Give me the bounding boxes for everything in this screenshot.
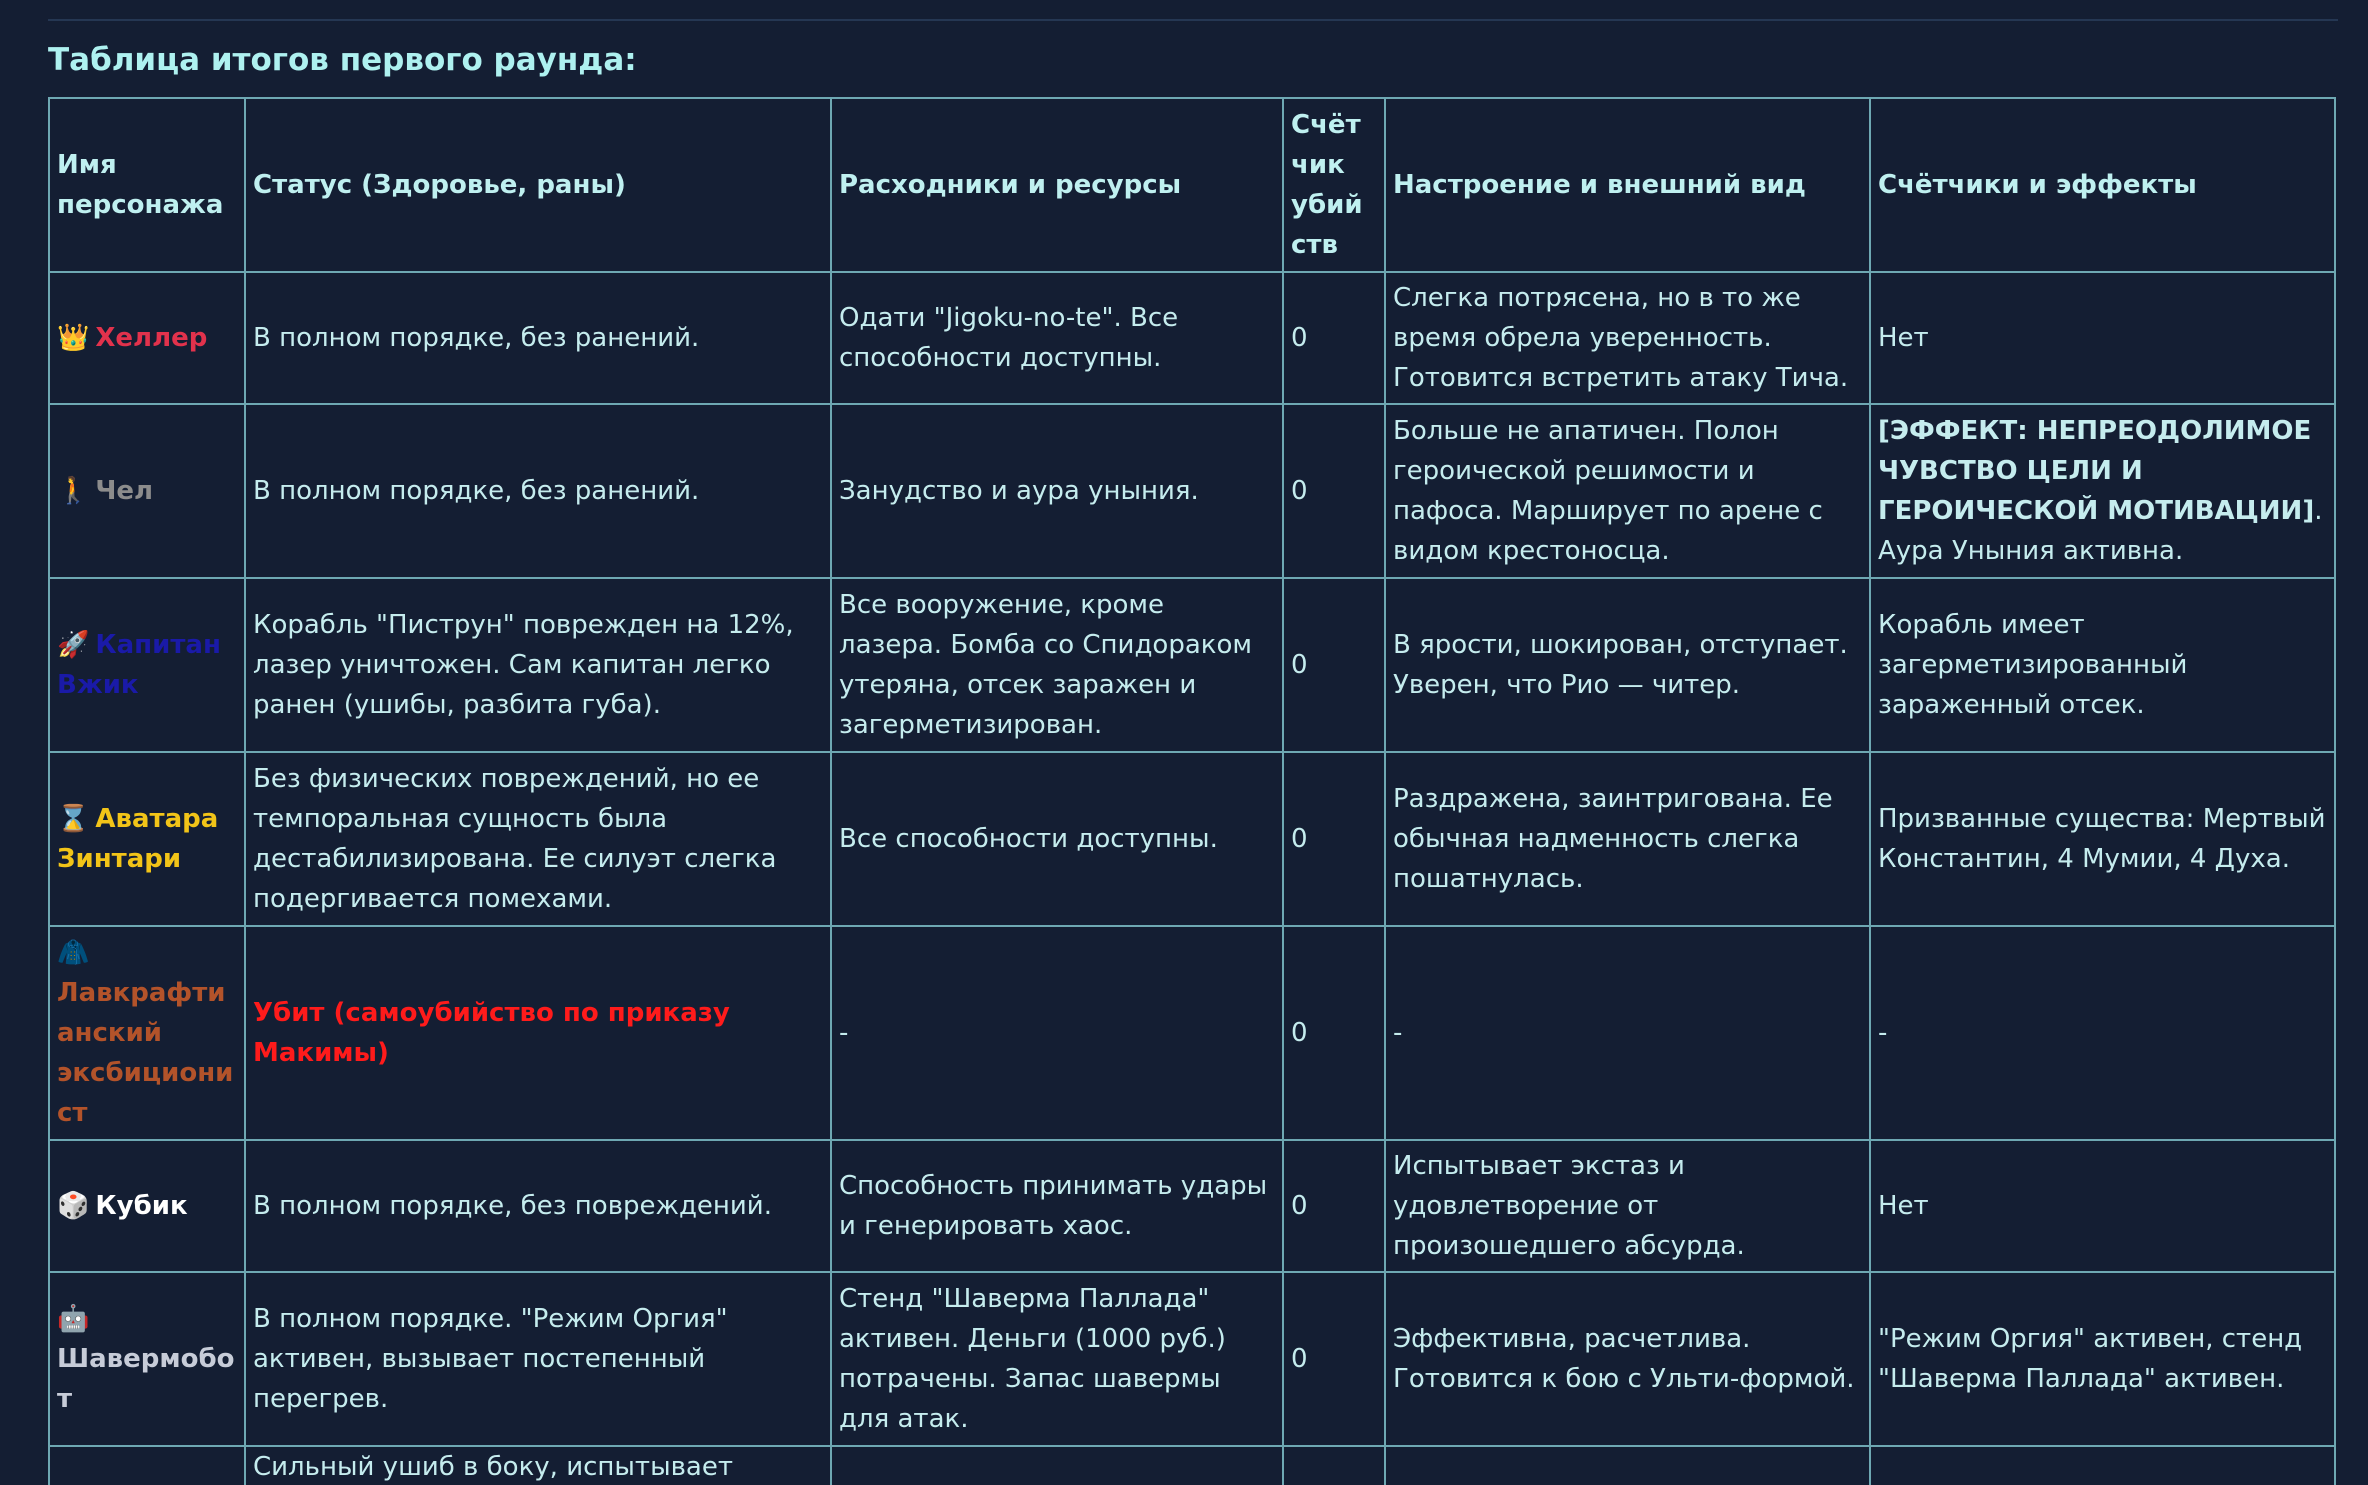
cell-resources: Все способности доступны. <box>831 752 1283 926</box>
table-row <box>49 1272 2335 1446</box>
cell-effects <box>1870 926 2335 1140</box>
cell-mood: В ярости, шокирован, отступает. Уверен, что Рио — читер. <box>1385 578 1870 752</box>
table-heading: Таблица итогов первого раунда: <box>48 42 637 78</box>
effect-text: Нет <box>1878 323 1929 353</box>
column-header-effects: Счётчики и эффекты <box>1870 98 2335 272</box>
effect-text: . Аура Уныния активна. <box>1878 496 2323 566</box>
rocket-icon: 🚀 <box>57 630 90 660</box>
top-divider <box>48 19 2338 21</box>
table-row <box>49 578 2335 752</box>
cell-status: В полном порядке, без ранений. <box>245 404 831 578</box>
cell-effects <box>1870 1446 2335 1485</box>
cell-status: В полном порядке. "Режим Оргия" активен, вызывает постепенный перегрев. <box>245 1272 831 1446</box>
cell-kills: 0 <box>1283 404 1385 578</box>
cell-character-name <box>49 1272 245 1446</box>
character-name-text: Хеллер <box>95 323 208 353</box>
character-name-text: Кубик <box>95 1191 188 1221</box>
column-header-name: Имя персонажа <box>49 98 245 272</box>
character-name-text: Капитан Вжик <box>57 630 221 700</box>
character-name-text: Лавкрафтианский эксбиционист <box>57 978 234 1128</box>
character-name-text: Чел <box>95 476 154 506</box>
column-header-resources: Расходники и ресурсы <box>831 98 1283 272</box>
cell-resources: Занудство и аура уныния. <box>831 404 1283 578</box>
effect-text: Призванные существа: Мертвый Константин, 4 Мумии, 4 Духа. <box>1878 804 2326 874</box>
cell-resources: Способность принимать удары и генерировать хаос. <box>831 1140 1283 1272</box>
cell-kills: 0 <box>1283 926 1385 1140</box>
dead-status-text: Убит (самоубийство по приказу Макимы) <box>253 998 730 1068</box>
cell-status: Сильный ушиб в боку, испытывает <box>245 1446 831 1485</box>
cell-status: Без физических повреждений, но ее темпоральная сущность была дестабилизирована. Ее силуэт слегка подергивается помехами. <box>245 752 831 926</box>
cell-character-name <box>49 272 245 404</box>
character-name-text: Шавермобот <box>57 1344 235 1414</box>
dice-icon: 🎲 <box>57 1191 90 1221</box>
effect-strong-text: [ЭФФЕКТ: НЕПРЕОДОЛИМОЕ ЧУВСТВО ЦЕЛИ И ГЕРОИЧЕСКОЙ МОТИВАЦИИ] <box>1878 416 2315 526</box>
column-header-mood: Настроение и внешний вид <box>1385 98 1870 272</box>
cell-effects <box>1870 578 2335 752</box>
character-name <box>57 630 221 700</box>
cell-resources: Одати "Jigoku-no-te". Все способности доступны. <box>831 272 1283 404</box>
character-name <box>57 1304 235 1414</box>
walking-person-icon: 🚶 <box>57 476 90 506</box>
cell-kills: 0 <box>1283 752 1385 926</box>
cell-status: В полном порядке, без повреждений. <box>245 1140 831 1272</box>
cell-effects <box>1870 272 2335 404</box>
character-name <box>57 1191 188 1221</box>
cell-resources: Стенд "Шаверма Паллада" активен. Деньги (1000 руб.) потрачены. Запас шавермы для атак. <box>831 1272 1283 1446</box>
cell-character-name <box>49 404 245 578</box>
effect-text: "Режим Оргия" активен, стенд "Шаверма Паллада" активен. <box>1878 1324 2303 1394</box>
cell-character-name <box>49 926 245 1140</box>
hourglass-icon: ⌛ <box>57 804 90 834</box>
cell-status: В полном порядке, без ранений. <box>245 272 831 404</box>
cell-effects <box>1870 752 2335 926</box>
cell-kills: 0 <box>1283 272 1385 404</box>
table-row <box>49 926 2335 1140</box>
cell-mood: Больше не апатичен. Полон героической решимости и пафоса. Марширует по арене с видом крестоносца. <box>1385 404 1870 578</box>
cell-kills <box>1283 1446 1385 1485</box>
cell-resources: - <box>831 926 1283 1140</box>
effect-text: Нет <box>1878 1191 1929 1221</box>
table-row <box>49 1140 2335 1272</box>
cell-mood: Испытывает экстаз и удовлетворение от произошедшего абсурда. <box>1385 1140 1870 1272</box>
robot-icon: 🤖 <box>57 1304 90 1334</box>
results-table <box>48 97 2336 1485</box>
cell-character-name <box>49 1446 245 1485</box>
cell-mood: Эффективна, расчетлива. Готовится к бою с Ульти-формой. <box>1385 1272 1870 1446</box>
cell-character-name <box>49 1140 245 1272</box>
column-header-status: Статус (Здоровье, раны) <box>245 98 831 272</box>
coat-icon: 🧥 <box>57 938 90 968</box>
character-name <box>57 476 153 506</box>
character-name <box>57 938 233 1128</box>
cell-character-name <box>49 752 245 926</box>
cell-character-name <box>49 578 245 752</box>
character-name <box>57 323 207 353</box>
cell-mood: Слегка потрясена, но в то же время обрела уверенность. Готовится встретить атаку Тича. <box>1385 272 1870 404</box>
table-row <box>49 752 2335 926</box>
cell-status: Корабль "Пиструн" поврежден на 12%, лазер уничтожен. Сам капитан легко ранен (ушибы, разбита губа). <box>245 578 831 752</box>
table-row <box>49 404 2335 578</box>
character-name <box>57 1452 63 1482</box>
cell-resources <box>831 1446 1283 1485</box>
effect-text: - <box>1878 1018 1888 1048</box>
cell-kills: 0 <box>1283 1272 1385 1446</box>
table-header-row <box>49 98 2335 272</box>
table-row <box>49 1446 2335 1485</box>
cell-mood: - <box>1385 926 1870 1140</box>
cell-effects <box>1870 404 2335 578</box>
character-name-text: Аватара Зинтари <box>57 804 219 874</box>
character-name <box>57 804 218 874</box>
cell-mood: Раздражена, заинтригована. Ее обычная надменность слегка пошатнулась. <box>1385 752 1870 926</box>
crown-icon: 👑 <box>57 323 90 353</box>
cell-kills: 0 <box>1283 578 1385 752</box>
cell-status <box>245 926 831 1140</box>
table-row <box>49 272 2335 404</box>
cell-effects <box>1870 1272 2335 1446</box>
cell-resources: Все вооружение, кроме лазера. Бомба со Спидораком утеряна, отсек заражен и загерметизирован. <box>831 578 1283 752</box>
cell-effects <box>1870 1140 2335 1272</box>
cell-mood <box>1385 1446 1870 1485</box>
effect-text: Корабль имеет загерметизированный зараженный отсек. <box>1878 610 2188 720</box>
column-header-kills: Счётчик убийств <box>1283 98 1385 272</box>
cell-kills: 0 <box>1283 1140 1385 1272</box>
